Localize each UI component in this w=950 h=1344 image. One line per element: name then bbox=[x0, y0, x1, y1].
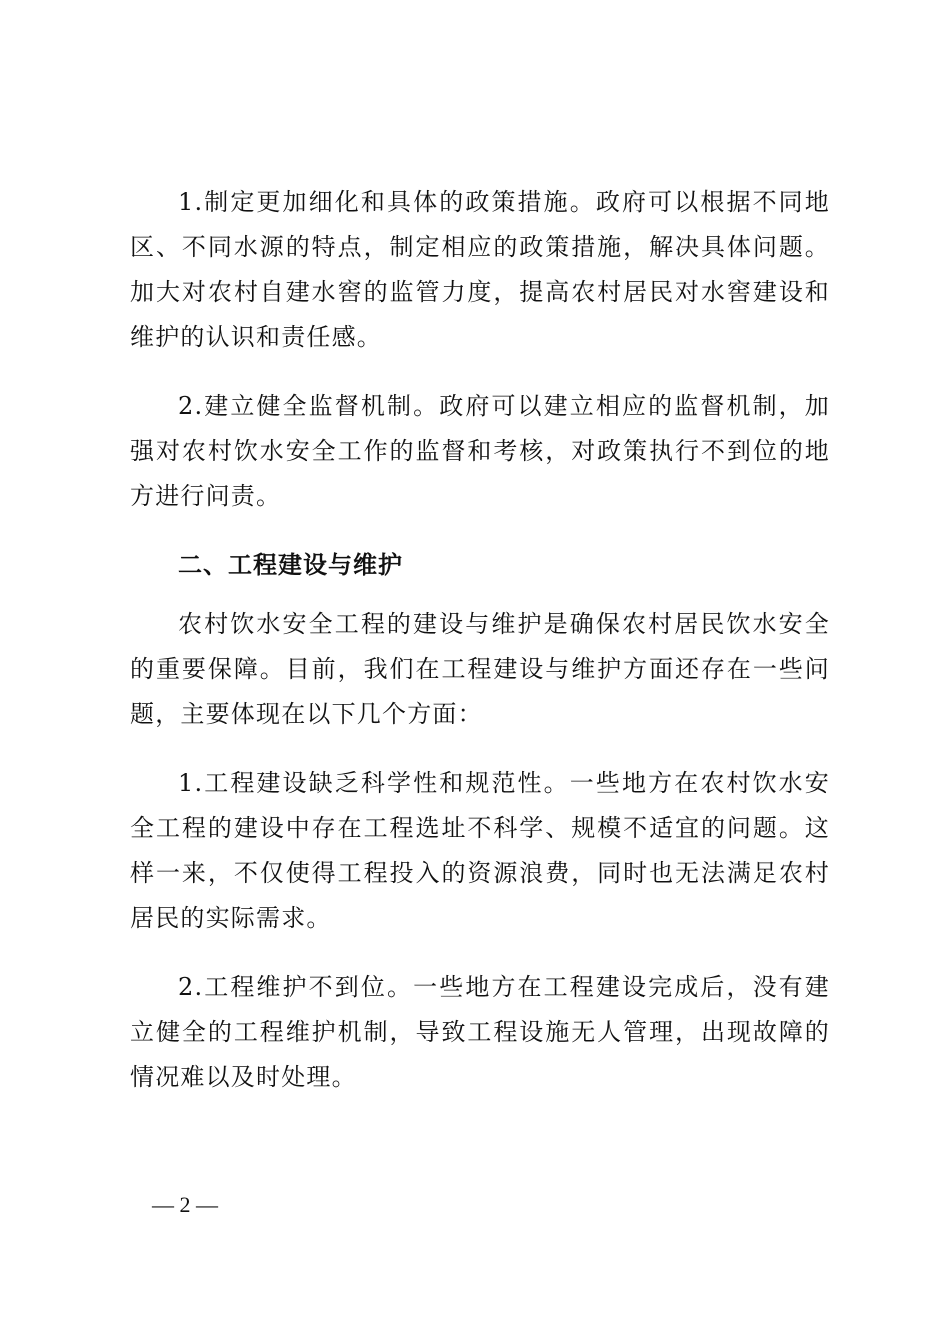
paragraph-section-intro: 农村饮水安全工程的建设与维护是确保农村居民饮水安全的重要保障。目前，我们在工程建设与维护方面还存在一些问题，主要体现在以下几个方面： bbox=[130, 610, 830, 728]
paragraph-supervision-mechanism: 2.建立健全监督机制。政府可以建立相应的监督机制，加强对农村饮水安全工作的监督和考核，对政策执行不到位的地方进行问责。 bbox=[130, 392, 830, 510]
page-content bbox=[130, 180, 830, 1100]
paragraph-maintenance-issue: 2.工程维护不到位。一些地方在工程建设完成后，没有建立健全的工程维护机制，导致工程设施无人管理，出现故障的情况难以及时处理。 bbox=[130, 973, 830, 1091]
paragraph-policy-measures: 1.制定更加细化和具体的政策措施。政府可以根据不同地区、不同水源的特点，制定相应的政策措施，解决具体问题。加大对农村自建水窖的监管力度，提高农村居民对水窖建设和维护的认识和责任感。 bbox=[130, 188, 830, 351]
paragraph-construction-issue: 1.工程建设缺乏科学性和规范性。一些地方在农村饮水安全工程的建设中存在工程选址不科学、规模不适宜的问题。这样一来，不仅使得工程投入的资源浪费，同时也无法满足农村居民的实际需求。 bbox=[130, 769, 830, 932]
paragraph-spacer bbox=[130, 360, 830, 384]
paragraph-spacer bbox=[130, 588, 830, 602]
paragraph-spacer bbox=[130, 519, 830, 543]
paragraph-spacer bbox=[130, 737, 830, 761]
page-number: — 2 — bbox=[152, 1192, 218, 1217]
section-heading: 二、工程建设与维护 bbox=[178, 551, 403, 579]
paragraph-spacer bbox=[130, 941, 830, 965]
